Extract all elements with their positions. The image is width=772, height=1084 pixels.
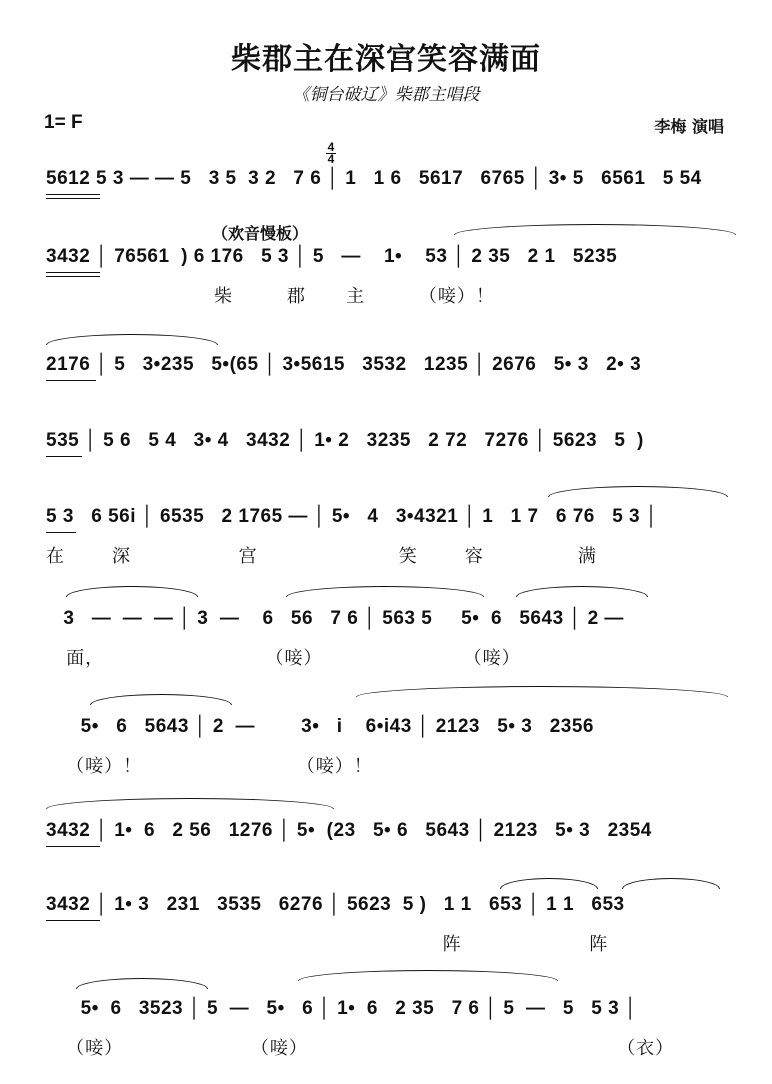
- lyrics-line: （唼） （唼） （衣）: [46, 1038, 675, 1059]
- time-signature-bottom: 4: [327, 152, 335, 166]
- slur-mark: [516, 586, 648, 597]
- score-row: [0, 608, 772, 688]
- notation-line: 535 │ 5 6 5 4 3• 4 3432 │ 1• 2 3235 2 72 7276 │ 5623 5 ): [46, 430, 644, 451]
- score-row: [0, 430, 772, 510]
- score-row: [0, 246, 772, 326]
- lyrics-line: 阵 阵: [46, 934, 609, 955]
- slur-mark: [286, 586, 484, 597]
- notation-line: 3432 │ 1• 3 231 3535 6276 │ 5623 5 ) 1 1 653 │ 1 1 653: [46, 894, 625, 915]
- score-row: [0, 894, 772, 974]
- tempo-mark: （欢音慢板）: [212, 224, 309, 243]
- notation-line: 3 — — — │ 3 — 6 56 7 6 │ 563 5 5• 6 5643 │ 2 —: [46, 608, 624, 629]
- lyrics-line: 面， （唼） （唼）: [46, 648, 521, 669]
- slur-mark: [66, 586, 198, 597]
- notation-line: 5• 6 5643 │ 2 — 3• i 6•i43 │ 2123 5• 3 2356: [46, 716, 594, 737]
- lyrics-line: 柴 郡 主 （唼）！: [46, 286, 495, 307]
- lyrics-line: （唼）！ （唼）！: [46, 756, 373, 777]
- lyrics-line: 在 深 宫 笑 容 满: [46, 546, 597, 567]
- score-row: [0, 168, 772, 248]
- notation-line: 2176 │ 5 3•235 5•(65 │ 3•5615 3532 1235 │ 2676 5• 3 2• 3: [46, 354, 642, 375]
- time-signature: [326, 142, 336, 165]
- slur-mark: [46, 798, 334, 809]
- song-subtitle: 《铜台破辽》柴郡主唱段: [292, 85, 480, 105]
- notation-line: 5 3 6 56i │ 6535 2 1765 — │ 5• 4 3•4321 │ 1 1 7 6 76 5 3 │: [46, 506, 659, 527]
- notation-line: 3432 │ 1• 6 2 56 1276 │ 5• (23 5• 6 5643 │ 2123 5• 3 2354: [46, 820, 652, 841]
- key-signature: 1= F: [44, 112, 83, 133]
- slur-mark: [46, 334, 218, 345]
- notation-line: 3432 │ 76561 ) 6 176 5 3 │ 5 — 1• 53 │ 2 35 2 1 5235: [46, 246, 618, 267]
- score-row: [0, 354, 772, 434]
- notation-line: 5• 6 3523 │ 5 — 5• 6 │ 1• 6 2 35 7 6 │ 5 — 5 5 3 │: [46, 998, 638, 1019]
- score-row: [0, 716, 772, 796]
- score-row: [0, 506, 772, 586]
- score-row: [0, 998, 772, 1078]
- slur-mark: [90, 694, 232, 705]
- song-title: 柴郡主在深宫笑容满面: [231, 42, 541, 77]
- notation-line: 5612 5 3 — — 5 3 5 3 2 7 6 │ 1 1 6 5617 6765 │ 3• 5 6561 5 54: [46, 168, 702, 189]
- slur-mark: [76, 978, 208, 989]
- performer-credit: 李梅 演唱: [654, 117, 724, 136]
- time-signature-top: 4: [327, 140, 335, 154]
